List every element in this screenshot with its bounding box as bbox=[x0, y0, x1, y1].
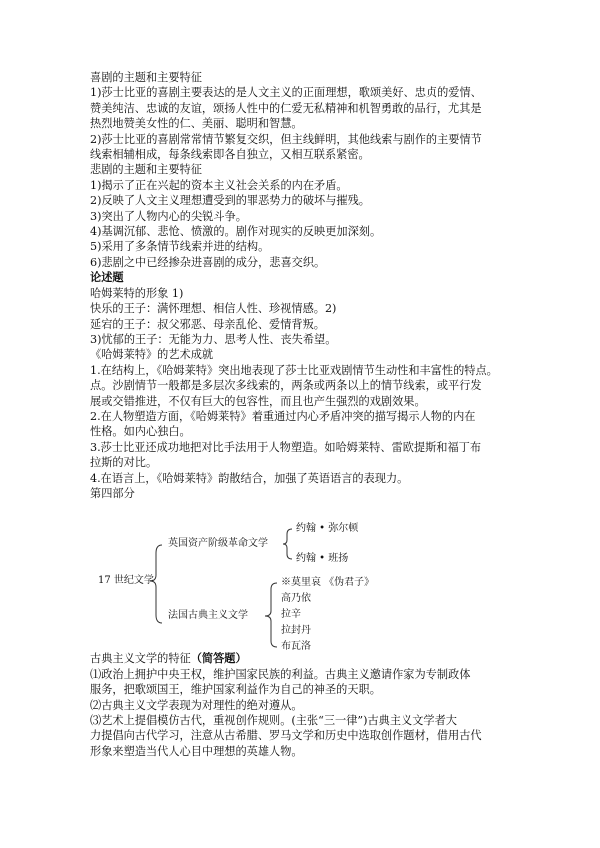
hamlet-line: 1.在结构上，《哈姆莱特》突出地表现了莎士比亚戏剧情节生动性和丰富性的特点。 bbox=[90, 363, 498, 377]
diagram-leaf: 拉封丹 bbox=[281, 625, 311, 637]
classicism-line: 服务，把歌颂国王，维护国家利益作为自己的神圣的天职。 bbox=[90, 683, 381, 697]
literature-tree-diagram bbox=[90, 515, 530, 651]
diagram-leaf: 布瓦洛 bbox=[281, 641, 311, 653]
diagram-leaf: 约翰 • 班扬 bbox=[296, 553, 349, 565]
hamlet-line: 点。沙剧情节一般都是多层次多线索的，两条或两条以上的情节线索，或平行发 bbox=[90, 379, 482, 393]
classicism-title bbox=[90, 651, 530, 666]
diagram-branch-english: 英国资产阶级革命文学 bbox=[168, 538, 268, 550]
diagram-root: 17 世纪文学 bbox=[98, 575, 154, 587]
essay-heading: 论述题 bbox=[90, 270, 124, 285]
tragedy-line: 1)揭示了正在兴起的资本主义社会关系的内在矛盾。 bbox=[90, 178, 348, 192]
comedy-line: 2)莎士比亚的喜剧常常情节繁复交织，但主线鲜明，其他线索与剧作的主要情节 bbox=[90, 132, 482, 146]
classicism-title-text: 古典主义文学的特征 bbox=[90, 652, 191, 666]
comedy-line: 线索相辅相成，每条线索即各自独立，又相互联系紧密。 bbox=[90, 148, 370, 162]
comedy-line: 热烈地赞美女性的仁、美丽、聪明和智慧。 bbox=[90, 117, 303, 131]
classicism-line: ⑶艺术上提倡模仿古代，重视创作规则。(主张“三一律”)古典主义文学者大 bbox=[90, 714, 457, 727]
hamlet-line: 延宕的王子：叔父邪恶、母亲乱伦、爱情背叛。 bbox=[90, 317, 325, 331]
classicism-line: 形象来塑造当代人心目中理想的英雄人物。 bbox=[90, 744, 303, 758]
tragedy-line: 6)悲剧之中已经掺杂进喜剧的成分，悲喜交织。 bbox=[90, 255, 326, 269]
tragedy-line: 2)反映了人文主义理想遭受到的罪恶势力的破坏与摧残。 bbox=[90, 194, 370, 208]
classicism-title-tag: （简答题） bbox=[190, 651, 247, 666]
hamlet-line: 《哈姆莱特》的艺术成就 bbox=[90, 348, 214, 362]
hamlet-line: 2.在人物塑造方面，《哈姆莱特》着重通过内心矛盾冲突的描写揭示人物的内在 bbox=[90, 409, 476, 423]
hamlet-line: 3)忧郁的王子：无能为力、思考人性、丧失希望。 bbox=[90, 332, 337, 346]
tragedy-line: 4)基调沉郁、悲怆、愤激的。剧作对现实的反映更加深刻。 bbox=[90, 225, 382, 239]
diagram-leaf: 高乃依 bbox=[281, 593, 311, 605]
hamlet-line: 快乐的王子：满怀理想、相信人性、珍视情感。2) bbox=[90, 302, 337, 316]
hamlet-line: 展或交错推进，不仅有巨大的包容性，而且也产生强烈的戏剧效果。 bbox=[90, 394, 426, 408]
comedy-line: 1)莎士比亚的喜剧主要表达的是人文主义的正面理想，歌颂美好、忠贞的爱情、 bbox=[90, 86, 482, 100]
diagram-leaf: 约翰 • 弥尔顿 bbox=[296, 523, 359, 535]
diagram-branch-french: 法国古典主义文学 bbox=[168, 610, 248, 622]
hamlet-line: 哈姆莱特的形象 1) bbox=[90, 286, 184, 300]
hamlet-line: 3.莎士比亚还成功地把对比手法用于人物塑造。如哈姆莱特、雷欧提斯和福丁布 bbox=[90, 440, 482, 454]
comedy-line: 赞美纯洁、忠诚的友谊，颂扬人性中的仁爱无私精神和机智勇敢的品行，尤其是 bbox=[90, 101, 482, 115]
document-page bbox=[90, 70, 530, 759]
hamlet-line: 拉斯的对比。 bbox=[90, 456, 158, 470]
hamlet-line: 4.在语言上，《哈姆莱特》韵散结合，加强了英语语言的表现力。 bbox=[90, 471, 409, 485]
tragedy-line: 3)突出了人物内心的尖锐斗争。 bbox=[90, 209, 247, 223]
classicism-line: 力提倡向古代学习，注意从古希腊、罗马文学和历史中选取创作题材，借用古代 bbox=[90, 729, 482, 743]
classicism-line: ⑵古典主义文学表现为对理性的绝对遵从。 bbox=[90, 698, 303, 712]
classicism-line: ⑴政治上拥护中央王权，维护国家民族的利益。古典主义邀请作家为专制政体 bbox=[90, 667, 471, 681]
part-four-heading: 第四部分 bbox=[90, 486, 135, 500]
tragedy-line: 5)采用了多条情节线索并进的结构。 bbox=[90, 240, 270, 254]
hamlet-line: 性格。如内心独白。 bbox=[90, 425, 191, 439]
diagram-leaf: ※莫里哀 《伪君子》 bbox=[281, 577, 375, 589]
comedy-title: 喜剧的主题和主要特征 bbox=[90, 71, 202, 84]
diagram-leaf: 拉辛 bbox=[281, 609, 301, 621]
tragedy-title: 悲剧的主题和主要特征 bbox=[90, 163, 202, 177]
